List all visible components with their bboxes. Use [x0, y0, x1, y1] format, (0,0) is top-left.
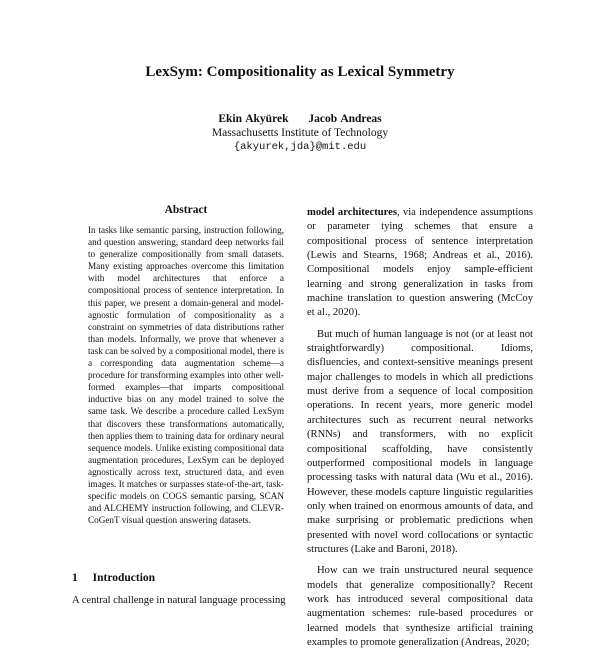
author-name: Ekin Akyürek: [218, 113, 289, 125]
abstract: [88, 204, 284, 526]
intro-first-line: A central challenge in natural language processing: [72, 595, 286, 606]
paper-title: LexSym: Compositionality as Lexical Symmetry: [145, 64, 455, 80]
abstract-text: In tasks like semantic parsing, instruction following, and question answering, standard deep networks fail to generalize compositionally from small datasets. Many existing approaches overcome this limitation with model architectures that enforce a compositional process of sentence interpretation. In this paper, we present a domain-general and model-agnostic formulation of compositionality as a constraint on symmetries of data distributions rather than models. Informally, we prove that whenever a task can be solved by a compositional model, there is a corresponding data augmentation scheme—a procedure for transforming examples into other well-formed examples—that imparts compositional inductive bias on any model trained to solve the same task. We describe a procedure called LexSym that discovers these transformations automatically, then applies them to training data for ordinary neural sequence models. Unlike existing compositional data augmentation procedures, LexSym can be deployed agnostically across text, structured data, and even images. It matches or surpasses state-of-the-art, task-specific models on COGS semantic parsing, SCAN and ALCHEMY instruction following, and CLEVR-CoGenT visual question answering datasets.: [88, 225, 284, 526]
bold-phrase: model architectures: [307, 207, 397, 218]
paragraph-text: , via independence assumptions or parameter tying schemes that ensure a compositional process of sentence interpretation (Lewis and Stearns, 1968; Andreas et al., 2016). Compositional models enjoy sample-efficient learning and strong generalization in tasks from machine translation to question answering (McCoy et al., 2020).: [307, 207, 533, 319]
section-number: 1: [72, 572, 78, 584]
paragraph: [307, 206, 533, 321]
author-block: [0, 112, 600, 154]
section-title: Introduction: [92, 572, 156, 584]
author-name: Jacob Andreas: [308, 113, 382, 125]
affiliation: Massachusetts Institute of Technology: [211, 127, 389, 139]
section-heading: [72, 572, 155, 584]
paragraph: But much of human language is not (or at least not straightforwardly) compositional. Idioms, disfluencies, and context-sensitive meanings present major challenges to models in which all predictions must derive from a sequence of local composition operations. In recent years, more generic model architectures such as recurrent neural networks (RNNs) and transformers, with no explicit compositional scaffolding, have consistently outperformed compositional models in language processing tasks with natural data (Wu et al., 2016). However, these models capture linguistic regularities only when trained on enormous amounts of data, and make surprising or problematic predictions when presented with novel word collocations or syntactic structures (Lake and Baroni, 2018).: [307, 328, 533, 555]
right-column: [307, 206, 533, 650]
abstract-heading: Abstract: [164, 204, 208, 216]
author-names: [0, 112, 600, 126]
author-email: {akyurek,jda}@mit.edu: [233, 141, 367, 153]
paragraph: How can we train unstructured neural sequence models that generalize compositionally? Recent work has introduced several compositional data augmentation schemes: rule-based procedures or learned models that synthesize artificial training examples to promote generalization (Andreas, 2020;: [307, 565, 533, 648]
